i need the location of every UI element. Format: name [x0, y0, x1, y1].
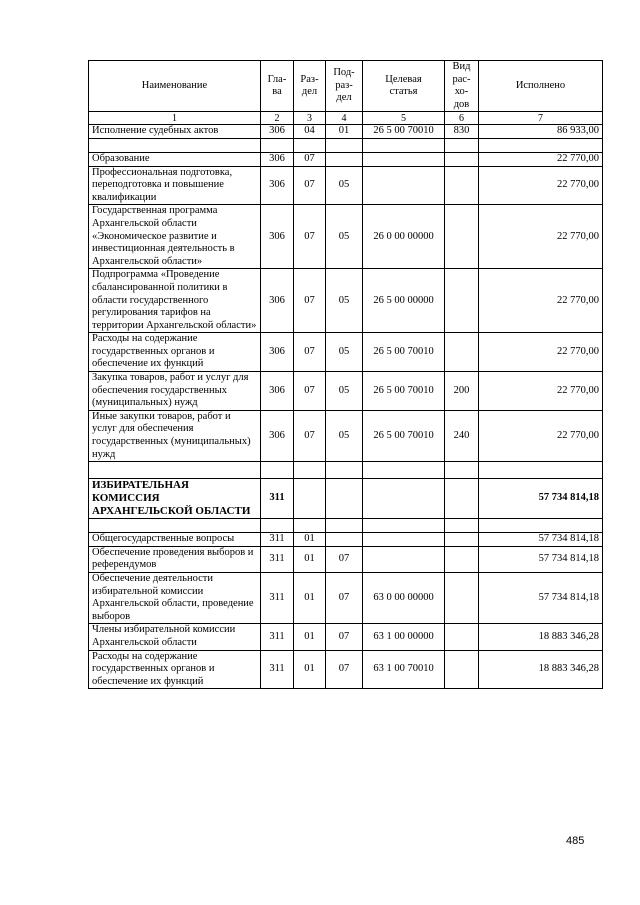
- cell-glava: 311: [261, 573, 294, 624]
- cell-podrazdel: 05: [326, 269, 363, 333]
- cell-name: [89, 138, 261, 152]
- cell-target: 26 5 00 70010: [363, 410, 445, 461]
- cell-razdel: [294, 479, 326, 519]
- cell-target: 63 1 00 70010: [363, 650, 445, 689]
- table-row: [89, 479, 603, 519]
- cell-razdel: 07: [294, 205, 326, 269]
- header-name: Наименование: [89, 61, 261, 112]
- cell-vid: 200: [445, 372, 479, 411]
- header-podrazdel: Под- раз- дел: [326, 61, 363, 112]
- cell-target: [363, 479, 445, 519]
- cell-razdel: 07: [294, 333, 326, 372]
- cell-amount: 22 770,00: [479, 410, 603, 461]
- cell-razdel: [294, 138, 326, 152]
- header-vid: Вид рас- хо- дов: [445, 61, 479, 112]
- cell-amount: 57 734 814,18: [479, 573, 603, 624]
- cell-glava: 311: [261, 546, 294, 572]
- cell-target: 26 5 00 70010: [363, 125, 445, 139]
- table-row: [89, 333, 603, 372]
- cell-glava: 311: [261, 624, 294, 650]
- cell-name: Государственная программа Архангельской области «Экономическое развитие и инвестиционная деятельность в Архангельской области»: [89, 205, 261, 269]
- cell-podrazdel: 07: [326, 546, 363, 572]
- cell-razdel: 07: [294, 410, 326, 461]
- table-row: [89, 269, 603, 333]
- table-row: [89, 372, 603, 411]
- cell-amount: 86 933,00: [479, 125, 603, 139]
- cell-vid: [445, 166, 479, 205]
- cell-amount: 57 734 814,18: [479, 533, 603, 547]
- cell-podrazdel: 07: [326, 624, 363, 650]
- cell-razdel: 07: [294, 372, 326, 411]
- table-row: [89, 624, 603, 650]
- cell-podrazdel: [326, 152, 363, 166]
- col-number: 7: [479, 112, 603, 125]
- cell-target: [363, 546, 445, 572]
- blank-row: [89, 519, 603, 533]
- cell-vid: 240: [445, 410, 479, 461]
- cell-glava: 311: [261, 533, 294, 547]
- cell-vid: [445, 519, 479, 533]
- cell-razdel: 01: [294, 533, 326, 547]
- cell-target: 26 5 00 70010: [363, 372, 445, 411]
- cell-name: Обеспечение проведения выборов и референдумов: [89, 546, 261, 572]
- cell-amount: 22 770,00: [479, 333, 603, 372]
- cell-name: Обеспечение деятельности избирательной комиссии Архангельской области, проведение выборов: [89, 573, 261, 624]
- page-number: 485: [566, 835, 585, 847]
- col-number: 2: [261, 112, 294, 125]
- cell-target: 63 0 00 00000: [363, 573, 445, 624]
- cell-name: Расходы на содержание государственных органов и обеспечение их функций: [89, 650, 261, 689]
- cell-name: Закупка товаров, работ и услуг для обеспечения государственных (муниципальных) нужд: [89, 372, 261, 411]
- header-executed: Исполнено: [479, 61, 603, 112]
- cell-vid: [445, 650, 479, 689]
- cell-podrazdel: [326, 519, 363, 533]
- header-row: [89, 61, 603, 112]
- cell-name: Подпрограмма «Проведение сбалансированной политики в области государственного регулирования тарифов на территории Архангельской области»: [89, 269, 261, 333]
- cell-amount: 18 883 346,28: [479, 650, 603, 689]
- budget-table: [88, 60, 603, 689]
- table-body: [89, 125, 603, 689]
- cell-target: 26 0 00 00000: [363, 205, 445, 269]
- cell-podrazdel: [326, 138, 363, 152]
- cell-amount: [479, 138, 603, 152]
- cell-podrazdel: [326, 479, 363, 519]
- col-number: 6: [445, 112, 479, 125]
- cell-name: ИЗБИРАТЕЛЬНАЯ КОМИССИЯ АРХАНГЕЛЬСКОЙ ОБЛАСТИ: [89, 479, 261, 519]
- cell-target: 26 5 00 70010: [363, 333, 445, 372]
- header-razdel: Раз- дел: [294, 61, 326, 112]
- cell-amount: 22 770,00: [479, 269, 603, 333]
- cell-podrazdel: 05: [326, 372, 363, 411]
- table-row: [89, 125, 603, 139]
- cell-amount: [479, 519, 603, 533]
- cell-glava: 311: [261, 650, 294, 689]
- cell-glava: 306: [261, 333, 294, 372]
- col-number: 1: [89, 112, 261, 125]
- cell-podrazdel: [326, 533, 363, 547]
- col-number: 5: [363, 112, 445, 125]
- cell-target: [363, 152, 445, 166]
- table-row: [89, 573, 603, 624]
- blank-row: [89, 138, 603, 152]
- cell-target: [363, 519, 445, 533]
- cell-glava: 306: [261, 269, 294, 333]
- cell-vid: [445, 533, 479, 547]
- cell-name: Образование: [89, 152, 261, 166]
- cell-glava: 306: [261, 205, 294, 269]
- cell-vid: [445, 205, 479, 269]
- cell-vid: [445, 462, 479, 479]
- table-row: [89, 205, 603, 269]
- cell-target: [363, 533, 445, 547]
- cell-vid: [445, 269, 479, 333]
- cell-name: Расходы на содержание государственных органов и обеспечение их функций: [89, 333, 261, 372]
- cell-vid: [445, 479, 479, 519]
- cell-amount: 22 770,00: [479, 205, 603, 269]
- cell-razdel: 07: [294, 152, 326, 166]
- document-page: [88, 60, 602, 689]
- cell-amount: 57 734 814,18: [479, 479, 603, 519]
- header-glava: Гла- ва: [261, 61, 294, 112]
- cell-name: Иные закупки товаров, работ и услуг для обеспечения государственных (муниципальных) нужд: [89, 410, 261, 461]
- cell-razdel: 01: [294, 546, 326, 572]
- header-target: Целевая статья: [363, 61, 445, 112]
- cell-target: [363, 138, 445, 152]
- cell-razdel: 07: [294, 166, 326, 205]
- cell-glava: 306: [261, 410, 294, 461]
- cell-vid: [445, 624, 479, 650]
- cell-name: Исполнение судебных актов: [89, 125, 261, 139]
- cell-glava: 306: [261, 152, 294, 166]
- cell-razdel: 01: [294, 650, 326, 689]
- cell-razdel: [294, 519, 326, 533]
- cell-podrazdel: 05: [326, 205, 363, 269]
- table-row: [89, 166, 603, 205]
- cell-podrazdel: 05: [326, 333, 363, 372]
- table-row: [89, 152, 603, 166]
- cell-razdel: 04: [294, 125, 326, 139]
- table-row: [89, 546, 603, 572]
- column-number-row: [89, 112, 603, 125]
- cell-target: 26 5 00 00000: [363, 269, 445, 333]
- blank-row: [89, 462, 603, 479]
- table-row: [89, 410, 603, 461]
- cell-glava: 306: [261, 125, 294, 139]
- table-row: [89, 533, 603, 547]
- cell-glava: 306: [261, 166, 294, 205]
- cell-amount: [479, 462, 603, 479]
- cell-podrazdel: 05: [326, 410, 363, 461]
- cell-name: Общегосударственные вопросы: [89, 533, 261, 547]
- cell-name: Члены избирательной комиссии Архангельской области: [89, 624, 261, 650]
- cell-name: Профессиональная подготовка, переподготовка и повышение квалификации: [89, 166, 261, 205]
- cell-podrazdel: [326, 462, 363, 479]
- cell-vid: 830: [445, 125, 479, 139]
- cell-razdel: 01: [294, 573, 326, 624]
- cell-vid: [445, 573, 479, 624]
- cell-podrazdel: 01: [326, 125, 363, 139]
- cell-podrazdel: 07: [326, 573, 363, 624]
- cell-podrazdel: 07: [326, 650, 363, 689]
- cell-name: [89, 519, 261, 533]
- cell-vid: [445, 333, 479, 372]
- cell-name: [89, 462, 261, 479]
- cell-target: 63 1 00 00000: [363, 624, 445, 650]
- cell-amount: 18 883 346,28: [479, 624, 603, 650]
- cell-amount: 22 770,00: [479, 152, 603, 166]
- cell-razdel: 07: [294, 269, 326, 333]
- cell-glava: [261, 519, 294, 533]
- col-number: 4: [326, 112, 363, 125]
- cell-vid: [445, 138, 479, 152]
- cell-glava: 311: [261, 479, 294, 519]
- cell-target: [363, 166, 445, 205]
- cell-vid: [445, 152, 479, 166]
- cell-amount: 22 770,00: [479, 372, 603, 411]
- cell-glava: [261, 138, 294, 152]
- cell-vid: [445, 546, 479, 572]
- cell-glava: [261, 462, 294, 479]
- cell-amount: 22 770,00: [479, 166, 603, 205]
- cell-glava: 306: [261, 372, 294, 411]
- cell-podrazdel: 05: [326, 166, 363, 205]
- cell-razdel: 01: [294, 624, 326, 650]
- col-number: 3: [294, 112, 326, 125]
- cell-razdel: [294, 462, 326, 479]
- cell-amount: 57 734 814,18: [479, 546, 603, 572]
- table-row: [89, 650, 603, 689]
- cell-target: [363, 462, 445, 479]
